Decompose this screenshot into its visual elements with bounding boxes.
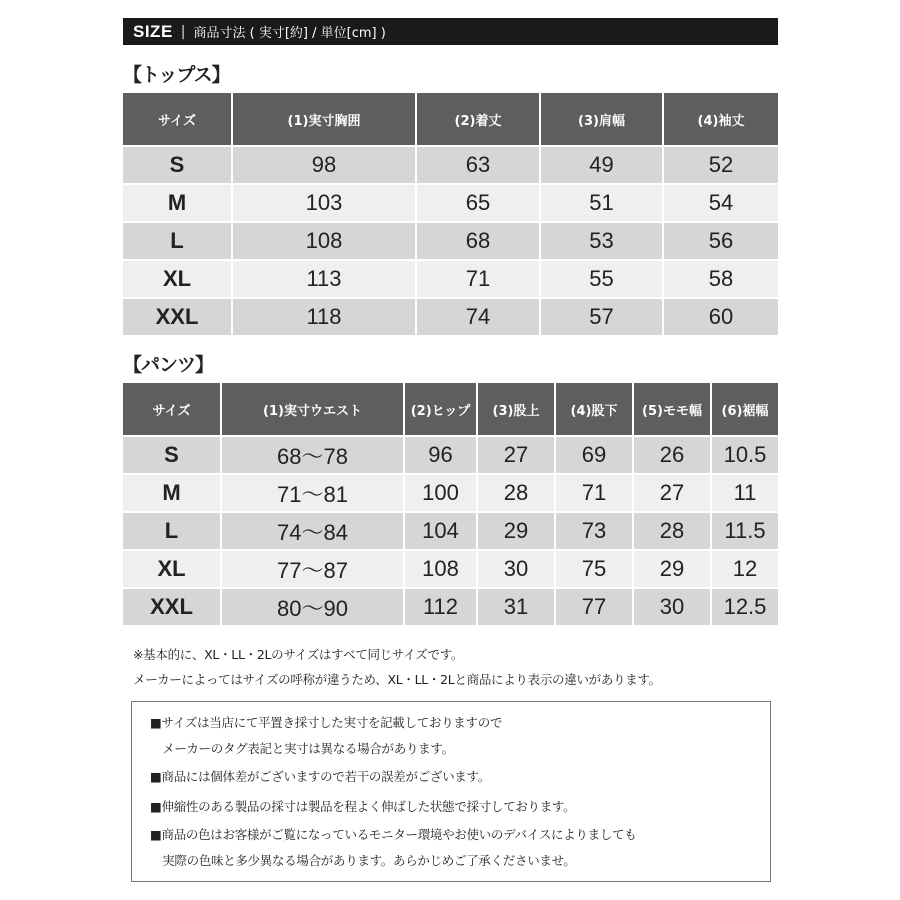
table-row — [123, 185, 778, 221]
value-cell: 96 — [405, 437, 476, 473]
notice-line: ■伸縮性のある製品の採寸は製品を程よく伸ばした状態で採寸しております。 — [150, 799, 576, 814]
value-cell: 74 — [417, 299, 539, 335]
table-row — [123, 261, 778, 297]
header-separator: | — [180, 23, 186, 40]
size-cell: XL — [123, 551, 220, 587]
value-cell: 27 — [634, 475, 710, 511]
value-cell: 65 — [417, 185, 539, 221]
tops-header-row — [123, 93, 778, 145]
header-subtitle: 商品寸法 ( 実寸[約] / 単位[cm] ) — [193, 26, 386, 41]
pants-col-thigh: (5)モモ幅 — [634, 383, 710, 435]
note-line: ※基本的に、XL・LL・2Lのサイズはすべて同じサイズです。 — [133, 647, 464, 662]
value-cell: 30 — [478, 551, 554, 587]
value-cell: 108 — [233, 223, 415, 259]
value-cell: 112 — [405, 589, 476, 625]
value-cell: 56 — [664, 223, 778, 259]
value-cell: 75 — [556, 551, 632, 587]
value-cell: 118 — [233, 299, 415, 335]
size-cell: M — [123, 475, 220, 511]
tops-size-table — [121, 91, 780, 337]
value-cell: 73 — [556, 513, 632, 549]
pants-title: 【パンツ】 — [123, 354, 214, 376]
value-cell: 57 — [541, 299, 662, 335]
tops-title: 【トップス】 — [123, 64, 230, 86]
value-cell: 74〜84 — [222, 513, 403, 549]
pants-col-hip: (2)ヒップ — [405, 383, 476, 435]
value-cell: 26 — [634, 437, 710, 473]
value-cell: 60 — [664, 299, 778, 335]
table-row — [123, 551, 778, 587]
value-cell: 108 — [405, 551, 476, 587]
value-cell: 49 — [541, 147, 662, 183]
table-row — [123, 299, 778, 335]
value-cell: 28 — [634, 513, 710, 549]
pants-col-hem: (6)裾幅 — [712, 383, 778, 435]
table-row — [123, 513, 778, 549]
pants-col-inseam: (4)股下 — [556, 383, 632, 435]
size-cell: L — [123, 513, 220, 549]
value-cell: 53 — [541, 223, 662, 259]
tops-col-sleeve: (4)袖丈 — [664, 93, 778, 145]
table-row — [123, 223, 778, 259]
value-cell: 54 — [664, 185, 778, 221]
value-cell: 71 — [417, 261, 539, 297]
notice-line: ■商品には個体差がございますので若干の誤差がございます。 — [150, 769, 490, 784]
value-cell: 98 — [233, 147, 415, 183]
value-cell: 10.5 — [712, 437, 778, 473]
table-row — [123, 437, 778, 473]
notice-line: ■商品の色はお客様がご覧になっているモニター環境やお使いのデバイスによりましても — [150, 827, 637, 842]
pants-header-row — [123, 383, 778, 435]
value-cell: 68 — [417, 223, 539, 259]
size-cell: L — [123, 223, 231, 259]
value-cell: 69 — [556, 437, 632, 473]
value-cell: 52 — [664, 147, 778, 183]
value-cell: 30 — [634, 589, 710, 625]
pants-col-rise: (3)股上 — [478, 383, 554, 435]
value-cell: 80〜90 — [222, 589, 403, 625]
notice-line: メーカーのタグ表記と実寸は異なる場合があります。 — [150, 741, 454, 756]
pants-col-size: サイズ — [123, 383, 220, 435]
size-label: SIZE — [133, 21, 173, 41]
tops-col-length: (2)着丈 — [417, 93, 539, 145]
table-row — [123, 589, 778, 625]
value-cell: 77〜87 — [222, 551, 403, 587]
table-row — [123, 475, 778, 511]
tops-col-shoulder: (3)肩幅 — [541, 93, 662, 145]
notice-line: 実際の色味と多少異なる場合があります。あらかじめご了承くださいませ。 — [150, 853, 576, 868]
tops-col-chest: (1)実寸胸囲 — [233, 93, 415, 145]
value-cell: 113 — [233, 261, 415, 297]
note-line: メーカーによってはサイズの呼称が違うため、XL・LL・2Lと商品により表示の違いがあります。 — [133, 672, 661, 687]
notice-box — [131, 701, 771, 882]
notice-line: ■サイズは当店にて平置き採寸した実寸を記載しておりますので — [150, 715, 503, 730]
value-cell: 27 — [478, 437, 554, 473]
size-cell: M — [123, 185, 231, 221]
value-cell: 31 — [478, 589, 554, 625]
value-cell: 51 — [541, 185, 662, 221]
value-cell: 29 — [478, 513, 554, 549]
value-cell: 77 — [556, 589, 632, 625]
size-cell: S — [123, 147, 231, 183]
value-cell: 28 — [478, 475, 554, 511]
size-cell: XXL — [123, 299, 231, 335]
value-cell: 103 — [233, 185, 415, 221]
value-cell: 68〜78 — [222, 437, 403, 473]
value-cell: 58 — [664, 261, 778, 297]
tops-col-size: サイズ — [123, 93, 231, 145]
value-cell: 11 — [712, 475, 778, 511]
size-cell: S — [123, 437, 220, 473]
value-cell: 11.5 — [712, 513, 778, 549]
table-row — [123, 147, 778, 183]
value-cell: 12.5 — [712, 589, 778, 625]
size-header-bar — [123, 18, 778, 45]
value-cell: 12 — [712, 551, 778, 587]
pants-col-waist: (1)実寸ウエスト — [222, 383, 403, 435]
value-cell: 29 — [634, 551, 710, 587]
value-cell: 100 — [405, 475, 476, 511]
pants-size-table — [121, 381, 780, 627]
size-cell: XL — [123, 261, 231, 297]
value-cell: 71 — [556, 475, 632, 511]
size-cell: XXL — [123, 589, 220, 625]
value-cell: 55 — [541, 261, 662, 297]
value-cell: 63 — [417, 147, 539, 183]
value-cell: 71〜81 — [222, 475, 403, 511]
value-cell: 104 — [405, 513, 476, 549]
